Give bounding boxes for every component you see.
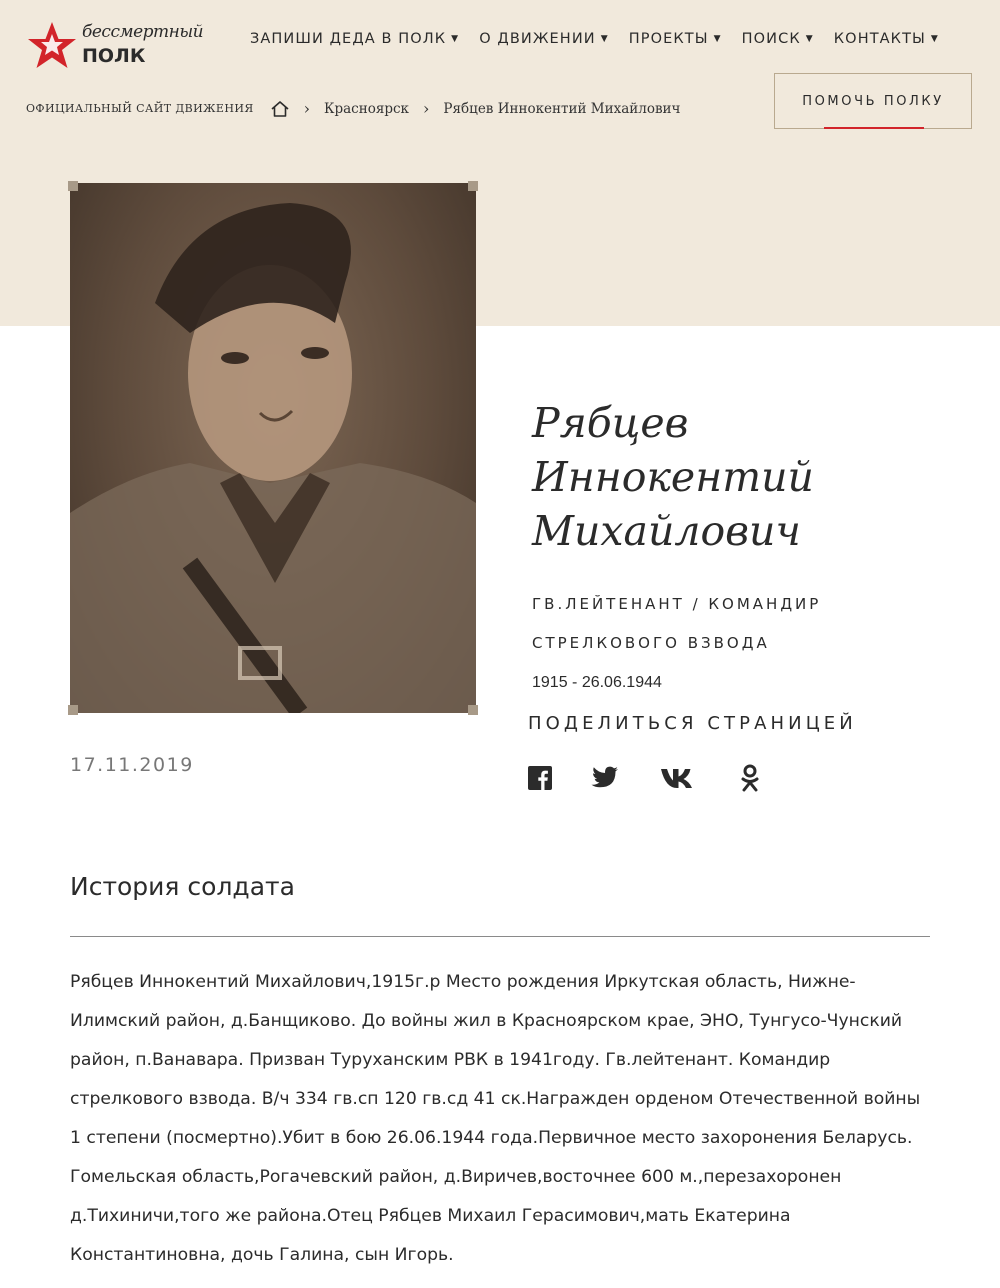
nav-label: ПОИСК bbox=[741, 31, 801, 47]
photo-corner bbox=[468, 705, 478, 715]
soldier-patronymic: Михайлович bbox=[532, 507, 801, 555]
facebook-icon[interactable] bbox=[528, 764, 552, 792]
logo-text-line2: ПОЛК bbox=[82, 45, 146, 67]
soldier-lifespan: 1915 - 26.06.1944 bbox=[532, 674, 662, 691]
soldier-portrait-image bbox=[70, 183, 476, 713]
nav-item-projects[interactable] bbox=[629, 31, 722, 47]
breadcrumb bbox=[26, 99, 680, 118]
help-button-accent-line bbox=[824, 127, 924, 129]
share-icons bbox=[528, 764, 788, 794]
story-section-title: История солдата bbox=[70, 872, 295, 901]
nav-label: ПРОЕКТЫ bbox=[628, 31, 709, 47]
twitter-icon[interactable] bbox=[591, 764, 619, 792]
soldier-first-name: Иннокентий bbox=[532, 453, 814, 501]
nav-item-contacts[interactable] bbox=[834, 31, 939, 47]
photo-corner bbox=[468, 181, 478, 191]
home-icon[interactable] bbox=[270, 100, 290, 118]
nav-label: КОНТАКТЫ bbox=[833, 31, 926, 47]
soldier-rank: ГВ.ЛЕЙТЕНАНТ / КОМАНДИР СТРЕЛКОВОГО ВЗВОДА bbox=[532, 595, 822, 652]
photo-image bbox=[70, 183, 476, 713]
help-regiment-button[interactable]: ПОМОЧЬ ПОЛКУ bbox=[774, 73, 972, 129]
photo-corner bbox=[68, 181, 78, 191]
nav-item-about-movement[interactable] bbox=[479, 31, 609, 47]
chevron-right-icon: › bbox=[303, 99, 311, 118]
nav-label: О ДВИЖЕНИИ bbox=[479, 31, 596, 47]
logo-text-line1: бессмертный bbox=[82, 22, 204, 42]
share-title: ПОДЕЛИТЬСЯ СТРАНИЦЕЙ bbox=[528, 713, 857, 734]
story-text: Рябцев Иннокентий Михайлович,1915г.р Место рождения Иркутская область, Нижне-Илимский район, д.Банщиково. До войны жил в Красноярском крае, ЭНО, Тунгусо-Чунский район, п.Ванавара. Призван Туруханским РВК в 1941году. Гв.лейтенант. Командир стрелкового взвода. В/ч 334 гв.сп 120 гв.сд 41 ск.Награжден орденом Отечественной войны 1 степени (посмертно).Убит в бою 26.06.1944 года.Первичное место захоронения Беларусь. Гомельская область,Рогачевский район, д.Виричев,восточнее 600 м.,перезахоронен д.Тихиничи,того же района.Отец Рябцев Михаил Герасимович,мать Екатерина Константиновна, дочь Галина, сын Игорь. bbox=[70, 972, 921, 1265]
soldier-last-name: Рябцев bbox=[532, 399, 689, 447]
caret-down-icon: ▼ bbox=[805, 34, 814, 44]
nav-item-record-grandfather[interactable] bbox=[250, 31, 459, 47]
main-nav bbox=[250, 31, 959, 47]
caret-down-icon: ▼ bbox=[600, 34, 609, 44]
chevron-right-icon: › bbox=[423, 99, 430, 118]
section-divider bbox=[70, 936, 930, 937]
vk-icon[interactable] bbox=[660, 764, 698, 792]
breadcrumb-official-site[interactable]: ОФИЦИАЛЬНЫЙ САЙТ ДВИЖЕНИЯ bbox=[26, 102, 254, 115]
red-star-logo-icon bbox=[26, 20, 78, 72]
breadcrumb-current: Рябцев Иннокентий Михайлович bbox=[443, 100, 681, 117]
photo-corner bbox=[68, 705, 78, 715]
caret-down-icon: ▼ bbox=[930, 34, 939, 44]
nav-label: ЗАПИШИ ДЕДА В ПОЛК bbox=[250, 31, 447, 47]
nav-item-search[interactable] bbox=[742, 31, 814, 47]
site-logo[interactable] bbox=[26, 18, 206, 78]
caret-down-icon: ▼ bbox=[713, 34, 722, 44]
soldier-photo bbox=[68, 181, 478, 715]
date-posted: 17.11.2019 bbox=[70, 754, 194, 776]
breadcrumb-city[interactable]: Красноярск bbox=[324, 100, 409, 117]
soldier-name bbox=[532, 396, 972, 558]
odnoklassniki-icon[interactable] bbox=[741, 764, 759, 792]
caret-down-icon: ▼ bbox=[451, 34, 460, 44]
